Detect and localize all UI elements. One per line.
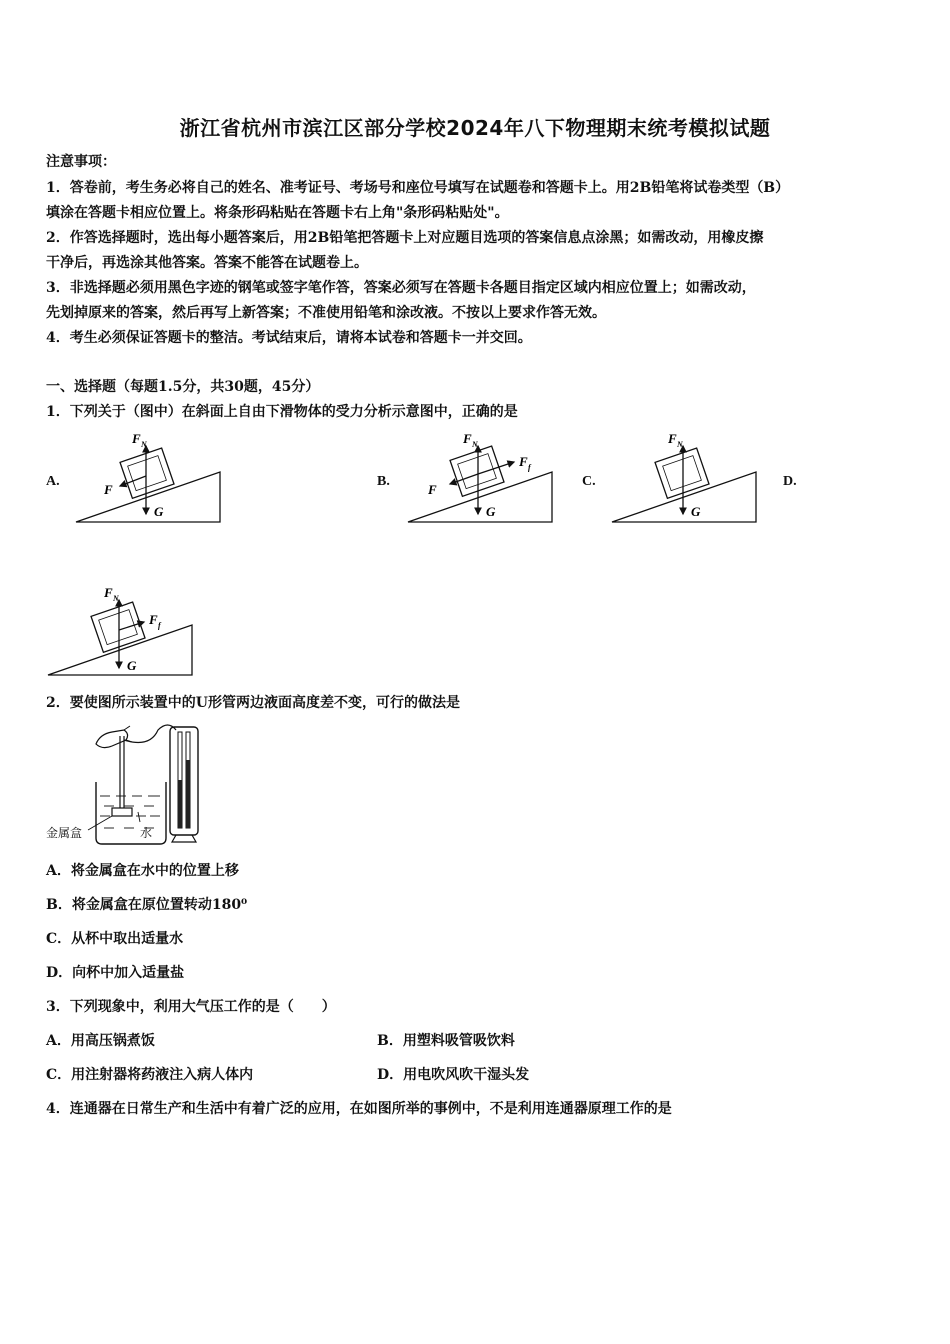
label-f: F	[428, 482, 437, 497]
label-g: G	[127, 658, 137, 673]
q3-option-b: B．用塑料吸管吸饮料	[377, 1033, 515, 1049]
q2-option-a: A．将金属盒在水中的位置上移	[46, 863, 239, 879]
q2-option-b: B．将金属盒在原位置转动180⁰	[46, 897, 248, 913]
notice-line: 1．答卷前，考生务必将自己的姓名、准考证号、考场号和座位号填写在试题卷和答题卡上。用2B铅笔将试卷类型（B）	[46, 180, 790, 196]
q1-option-c-letter: C.	[582, 474, 596, 489]
notice-line: 3．非选择题必须用黑色字迹的钢笔或签字笔作答，答案必须写在答题卡各题目指定区域内相应位置上；如需改动，	[46, 280, 756, 296]
page-title: 浙江省杭州市滨江区部分学校2024年八下物理期末统考模拟试题	[179, 116, 771, 140]
question-1-stem: 1．下列关于（图中）在斜面上自由下滑物体的受力分析示意图中，正确的是	[46, 404, 518, 420]
question-2-stem: 2．要使图所示装置中的U形管两边液面高度差不变，可行的做法是	[46, 695, 460, 711]
label-fn-sub: N	[677, 440, 683, 449]
label-f: F	[104, 482, 113, 497]
notice-line: 2．作答选择题时，选出每小题答案后，用2B铅笔把答题卡上对应题目选项的答案信息点涂黑；如需改动，用橡皮擦	[46, 230, 764, 246]
label-ff: F	[149, 612, 158, 627]
label-fn-sub: N	[472, 440, 478, 449]
label-fn-sub: N	[113, 594, 119, 603]
label-ff-sub: f	[528, 463, 531, 472]
q1-option-d-letter: D.	[783, 474, 797, 489]
q3-option-a: A．用高压锅煮饭	[46, 1033, 155, 1049]
label-fn: F	[463, 431, 472, 446]
figure-label-metal-box: 金属盒	[46, 826, 83, 840]
q3-option-c: C．用注射器将药液注入病人体内	[46, 1067, 254, 1083]
label-g: G	[691, 504, 701, 519]
label-fn: F	[668, 431, 677, 446]
label-g: G	[486, 504, 496, 519]
label-ff: F	[519, 454, 528, 469]
question-4-stem: 4．连通器在日常生产和生活中有着广泛的应用，在如图所举的事例中，不是利用连通器原理工作的是	[46, 1101, 672, 1117]
figure-label-water: 水	[140, 826, 153, 840]
q1-option-a-letter: A.	[46, 474, 60, 489]
notice-line: 填涂在答题卡相应位置上。将条形码粘贴在答题卡右上角"条形码粘贴处"。	[46, 205, 509, 221]
question-3-stem: 3．下列现象中，利用大气压工作的是（ ）	[46, 999, 336, 1015]
label-fn: F	[132, 431, 141, 446]
notice-heading: 注意事项：	[46, 154, 116, 170]
q2-option-c: C．从杯中取出适量水	[46, 931, 184, 947]
incline-figure-b	[408, 431, 552, 522]
q2-option-d: D．向杯中加入适量盐	[46, 965, 185, 981]
q1-option-b-letter: B.	[377, 474, 390, 489]
label-ff-sub: f	[158, 621, 161, 630]
label-fn: F	[104, 585, 113, 600]
label-g: G	[154, 504, 164, 519]
incline-figure-c	[612, 431, 756, 522]
q3-option-d: D．用电吹风吹干湿头发	[377, 1067, 530, 1083]
section-heading: 一、选择题（每题1.5分，共30题，45分）	[46, 379, 320, 395]
incline-figure-a	[76, 431, 220, 522]
label-fn-sub: N	[141, 440, 147, 449]
notice-line: 干净后，再选涂其他答案。答案不能答在试题卷上。	[46, 255, 368, 271]
notice-line: 4．考生必须保证答题卡的整洁。考试结束后，请将本试卷和答题卡一并交回。	[46, 330, 532, 346]
incline-figure-d	[48, 585, 192, 675]
notice-line: 先划掉原来的答案，然后再写上新答案；不准使用铅笔和涂改液。不按以上要求作答无效。	[46, 305, 606, 321]
